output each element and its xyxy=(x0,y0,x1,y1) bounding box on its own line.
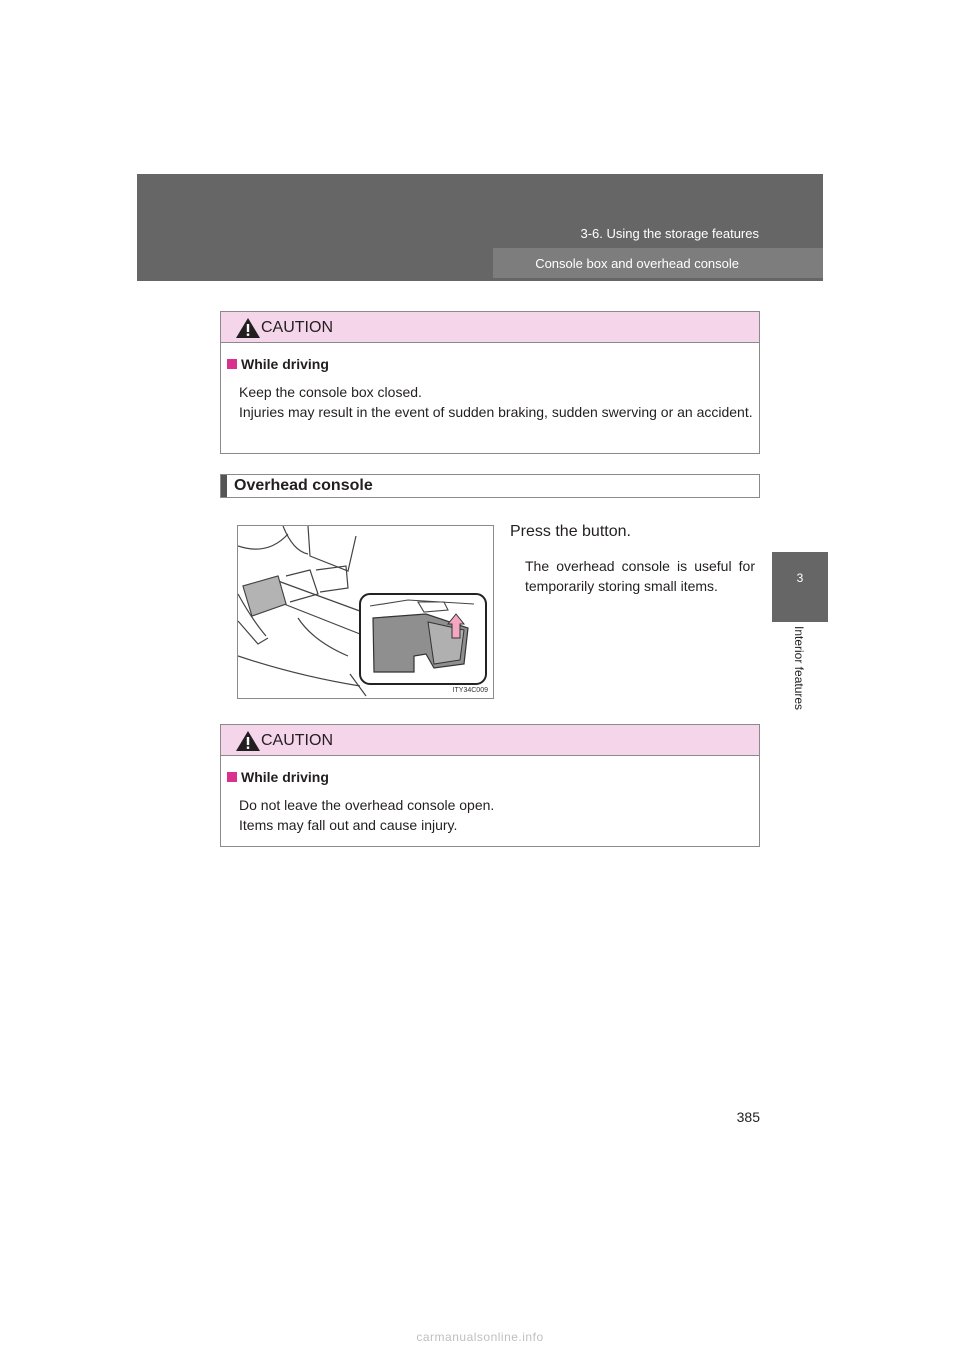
section-heading-bar xyxy=(221,475,227,497)
overhead-console-drawing xyxy=(238,526,495,700)
chapter-title-text: Interior features xyxy=(792,626,806,711)
chapter-title xyxy=(792,626,812,736)
caution-subheading xyxy=(227,354,753,374)
caution-box-overhead-console xyxy=(220,724,760,847)
header-band xyxy=(137,174,823,281)
figure-code: ITY34C009 xyxy=(452,687,488,694)
chapter-tab[interactable] xyxy=(772,552,828,622)
caution-header xyxy=(221,725,759,756)
header-tab xyxy=(493,248,823,278)
warning-triangle-icon xyxy=(235,730,261,752)
caution-text xyxy=(239,795,753,835)
caution-line: Injuries may result in the event of sudden braking, sudden swerving or an accident. xyxy=(239,404,753,420)
caution-subheading xyxy=(227,767,753,787)
page-subject: Console box and overhead console xyxy=(535,256,739,271)
section-heading xyxy=(220,474,760,498)
description-text: The overhead console is useful for temporarily storing small items. xyxy=(525,558,755,594)
caution-body xyxy=(221,756,759,835)
caution-title: CAUTION xyxy=(261,732,333,749)
warning-triangle-icon xyxy=(235,317,261,339)
chapter-number: 3 xyxy=(796,571,804,585)
section-title: Overhead console xyxy=(234,477,373,494)
caution-line: Do not leave the overhead console open. xyxy=(239,797,495,813)
caution-subheading-text: While driving xyxy=(241,356,329,372)
caution-line: Items may fall out and cause injury. xyxy=(239,817,458,833)
instruction-text: Press the button. xyxy=(510,523,631,540)
caution-box-console-box xyxy=(220,311,760,454)
caution-header xyxy=(221,312,759,343)
caution-text xyxy=(239,382,753,422)
caution-body xyxy=(221,343,759,422)
section-reference: 3-6. Using the storage features xyxy=(580,226,759,241)
square-bullet-icon xyxy=(227,359,237,369)
caution-line: Keep the console box closed. xyxy=(239,384,422,400)
caution-subheading-text: While driving xyxy=(241,769,329,785)
square-bullet-icon xyxy=(227,772,237,782)
caution-title: CAUTION xyxy=(261,319,333,336)
page-number: 385 xyxy=(736,1109,760,1125)
watermark-link[interactable]: carmanualsonline.info xyxy=(416,1330,544,1344)
overhead-console-illustration xyxy=(237,525,494,699)
